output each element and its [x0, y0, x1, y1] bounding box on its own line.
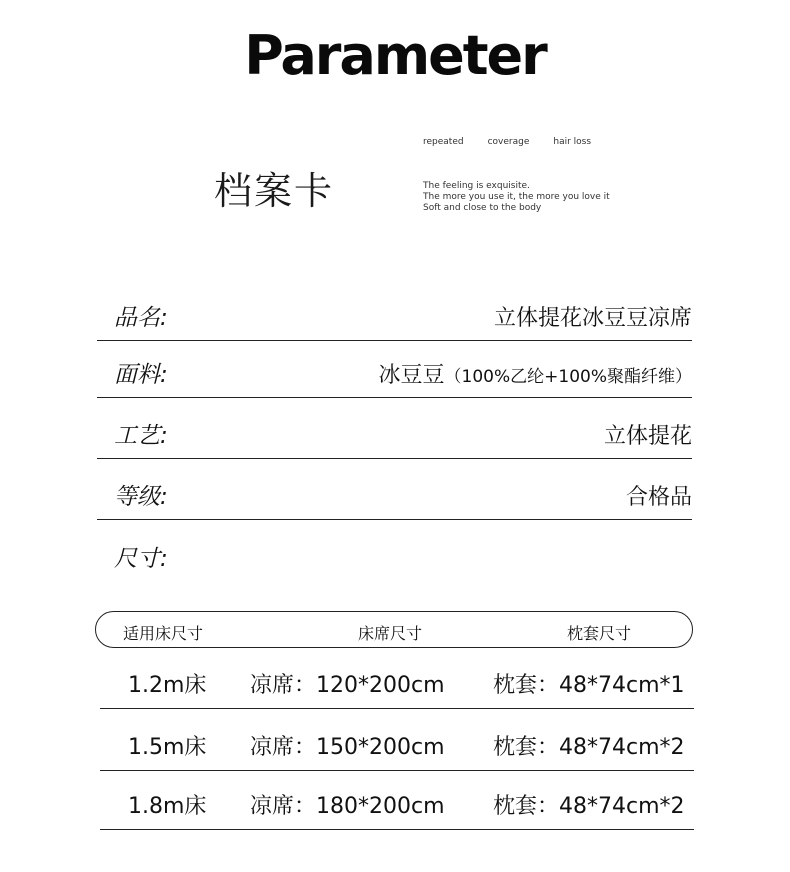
- param-value: [379, 358, 692, 389]
- param-value-text: 冰豆豆: [378, 363, 445, 388]
- size-table-header: [95, 611, 693, 648]
- tagline-line: The more you use it, the more you love it: [423, 192, 610, 202]
- param-row-craft: [97, 407, 692, 459]
- cell-mat-size: 凉席：120*200cm: [250, 673, 445, 698]
- param-row-product-name: [97, 290, 692, 341]
- table-row: [100, 712, 694, 771]
- size-section-label: 尺寸:: [114, 546, 168, 572]
- param-label: 品名:: [114, 305, 168, 331]
- page-title: Parameter: [244, 24, 546, 87]
- cell-bed-size: 1.2m床: [128, 673, 207, 698]
- header-pillow-size: 枕套尺寸: [567, 624, 632, 643]
- param-value: [604, 419, 692, 450]
- param-value: [494, 301, 692, 332]
- tag-item: repeated: [423, 137, 464, 147]
- param-value-note: （100%乙纶+100%聚酯纤维）: [444, 367, 692, 387]
- param-value-text: 立体提花: [603, 424, 692, 449]
- header-bed-size: 适用床尺寸: [123, 624, 204, 643]
- header-mat-size: 床席尺寸: [358, 624, 423, 643]
- param-row-fabric: [97, 350, 692, 398]
- param-row-grade: [97, 468, 692, 520]
- param-label: 工艺:: [114, 423, 168, 449]
- tag-list: [423, 137, 591, 147]
- table-row: [100, 771, 694, 830]
- cell-mat-size: 凉席：180*200cm: [250, 794, 445, 819]
- profile-card-heading: 档案卡: [214, 169, 335, 213]
- param-label: 等级:: [114, 484, 168, 510]
- cell-pillow-size: 枕套：48*74cm*2: [493, 794, 685, 819]
- tag-item: coverage: [487, 137, 530, 147]
- cell-pillow-size: 枕套：48*74cm*2: [493, 735, 685, 760]
- tag-item: hair loss: [553, 137, 592, 147]
- cell-mat-size: 凉席：150*200cm: [250, 735, 445, 760]
- cell-pillow-size: 枕套：48*74cm*1: [493, 673, 685, 698]
- param-value: [626, 480, 692, 511]
- tagline-text: [423, 181, 610, 214]
- tagline-line: Soft and close to the body: [423, 203, 542, 213]
- tagline-line: The feeling is exquisite.: [423, 181, 530, 191]
- cell-bed-size: 1.5m床: [128, 735, 207, 760]
- table-row: [100, 650, 694, 709]
- cell-bed-size: 1.8m床: [128, 794, 207, 819]
- param-value-text: 立体提花冰豆豆凉席: [493, 306, 692, 331]
- param-value-text: 合格品: [625, 485, 692, 510]
- param-label: 面料:: [114, 362, 168, 388]
